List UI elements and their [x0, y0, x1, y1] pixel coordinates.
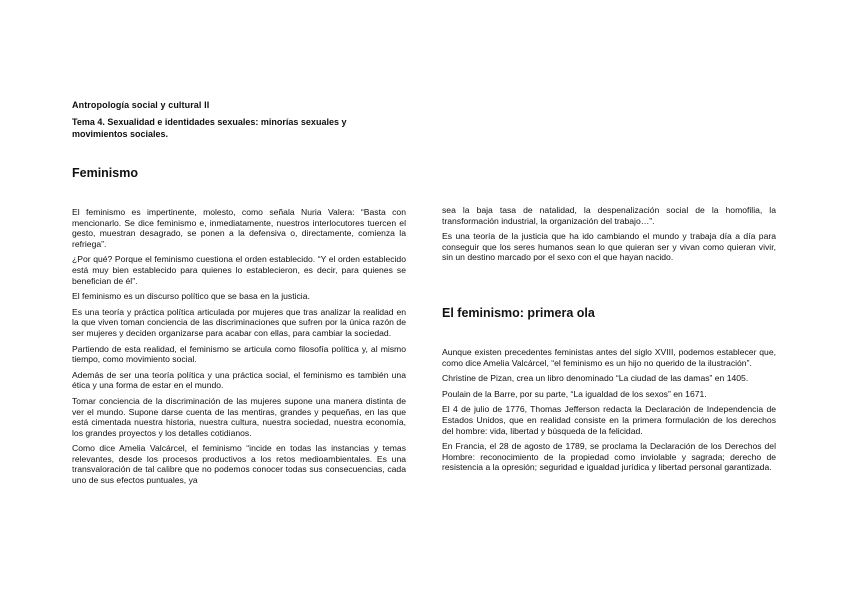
paragraph: Poulain de la Barre, por su parte, “La igualdad de los sexos” en 1671. — [442, 388, 707, 399]
paragraph: Es una teoría y práctica política articulada por mujeres que tras analizar la realidad en la que viven toman conciencia de las discriminaciones que sufren por la única razón de ser mujeres y deciden organizarse para acabar con ellas, para cambiar la sociedad. — [72, 306, 406, 338]
paragraph: Aunque existen precedentes feministas antes del siglo XVIII, podemos establecer que, como dice Amelia Valcárcel, “el feminismo es un hijo no querido de la ilustración”. — [442, 347, 776, 368]
course-title: Antropología social y cultural II — [72, 100, 210, 110]
paragraph: Christine de Pizan, crea un libro denominado “La ciudad de las damas” en 1405. — [442, 373, 749, 384]
paragraph: Tomar conciencia de la discriminación de las mujeres supone una manera distinta de ver el mundo. Supone darse cuenta de las mentiras, grandes y pequeñas, en las que está cimentada nuestra historia, nuestra cultura, nuestra sociedad, nuestra economía, los grandes proyectos y los detalles cotidianos. — [72, 395, 406, 438]
paragraph: sea la baja tasa de natalidad, la despenalización social de la homofilia, la transformación industrial, la organización del trabajo…”. — [442, 205, 776, 226]
paragraph: El 4 de julio de 1776, Thomas Jefferson redacta la Declaración de Independencia de Estados Unidos, que en realidad consiste en la primera formulación de los derechos del hombre: vida, libertad y búsqueda de la felicidad. — [442, 404, 776, 436]
topic-title: Tema 4. Sexualidad e identidades sexuales: minorías sexuales y movimientos sociales. — [72, 117, 347, 139]
paragraph: Además de ser una teoría política y una práctica social, el feminismo es también una ética y una forma de estar en el mundo. — [72, 369, 406, 391]
paragraph: El feminismo es impertinente, molesto, como señala Nuria Valera: “Basta con mencionarlo. Se dice feminismo e, inmediatamente, nuestros interlocutores tuercen el gesto, muestran desagrado, se ponen a la defensiva o, directamente, comienza la refriega”. — [72, 207, 406, 249]
right-column — [442, 205, 776, 268]
paragraph: ¿Por qué? Porque el feminismo cuestiona el orden establecido. “Y el orden establecido está muy bien establecido para quienes lo establecieron, es decir, para quienes se benefician de él”. — [72, 254, 406, 286]
paragraph: Es una teoría de la justicia que ha ido cambiando el mundo y trabaja día a día para conseguir que los seres humanos sean lo que quieran ser y vivan como quieran vivir, sin un destino marcado por el sexo con el que hayan nacido. — [442, 231, 776, 263]
paragraph: En Francia, el 28 de agosto de 1789, se proclama la Declaración de los Derechos del Hombre: reconocimiento de la propiedad como inviolable y sagrada; derecho de resistencia a la opresión; seguridad e igualdad jurídica y libertad personal garantizada. — [442, 441, 776, 473]
paragraph: El feminismo es un discurso político que se basa en la justicia. — [72, 291, 310, 302]
left-column — [72, 207, 406, 491]
paragraph: Como dice Amelia Valcárcel, el feminismo “incide en todas las instancias y temas relevantes, desde los procesos productivos a los retos medioambientales. Es una transvaloración de tal calibre que no podemos conocer todas sus consecuencias, cada uno de sus efectos puntuales, ya — [72, 443, 406, 486]
paragraph: Partiendo de esta realidad, el feminismo se articula como filosofía política y, al mismo tiempo, como movimiento social. — [72, 343, 406, 365]
section-heading-feminismo: Feminismo — [72, 166, 138, 180]
section-heading-primera-ola: El feminismo: primera ola — [442, 306, 595, 320]
right-column-section2 — [442, 347, 776, 478]
